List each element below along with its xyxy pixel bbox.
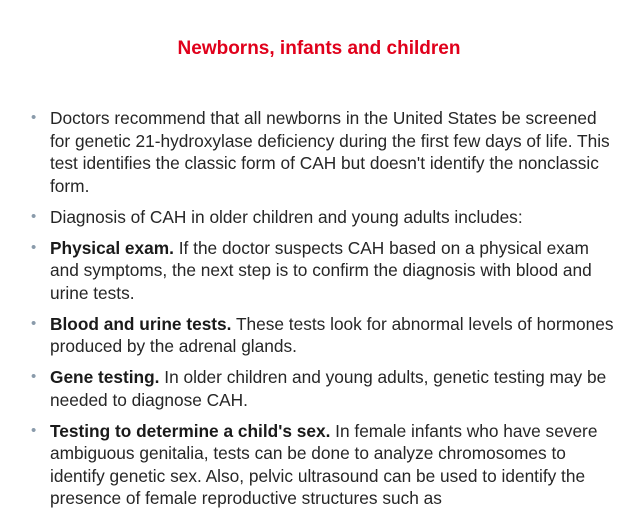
- bullet-text: In female infants who have severe ambiguous genitalia, tests can be done to analyze chromosomes to identify genetic sex. Also, pelvic ultrasound can be used to identify the presence of female reproductive structures such as: [50, 420, 598, 508]
- bullet-lead: Testing to determine a child's sex.: [50, 420, 331, 441]
- bullet-text: These tests look for abnormal levels of hormones produced by the adrenal glands.: [50, 313, 614, 356]
- bullet-dot-icon: •: [31, 238, 37, 256]
- bullet-item: [31, 237, 621, 305]
- bullet-item: [31, 366, 621, 411]
- bullet-item: [31, 313, 621, 358]
- bullet-lead: Physical exam.: [50, 237, 174, 258]
- bullet-text: Doctors recommend that all newborns in the United States be screened for genetic 21-hydroxylase deficiency during the first few days of life. This test identifies the classic form of CAH but doesn't identify the nonclassic form.: [50, 108, 610, 196]
- bullet-dot-icon: •: [31, 109, 37, 126]
- bullet-item: [31, 420, 621, 510]
- bullet-dot-icon: •: [31, 207, 37, 225]
- bullet-dot-icon: •: [31, 314, 37, 332]
- bullet-list: [31, 107, 621, 518]
- bullet-lead: Blood and urine tests.: [50, 313, 232, 334]
- slide-title: Newborns, infants and children: [177, 38, 461, 59]
- bullet-text: If the doctor suspects CAH based on a physical exam and symptoms, the next step is to confirm the diagnosis with blood and urine tests.: [50, 237, 592, 303]
- bullet-text: Diagnosis of CAH in older children and young adults includes:: [50, 206, 523, 227]
- bullet-item: [31, 107, 621, 197]
- bullet-dot-icon: •: [31, 421, 37, 439]
- bullet-text: In older children and young adults, genetic testing may be needed to diagnose CAH.: [50, 367, 607, 410]
- bullet-item: [31, 206, 621, 229]
- bullet-lead: Gene testing.: [50, 367, 160, 387]
- bullet-dot-icon: •: [31, 368, 37, 385]
